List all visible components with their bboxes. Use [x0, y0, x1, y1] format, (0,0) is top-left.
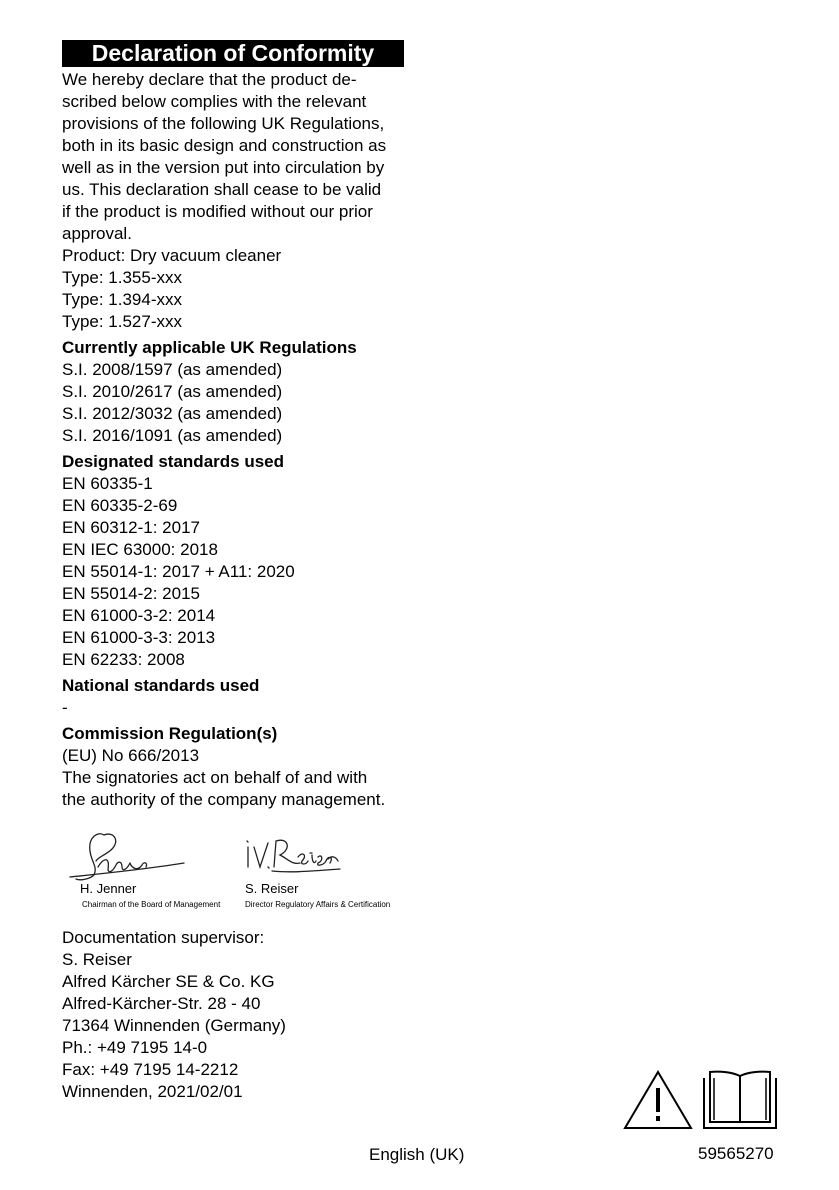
national-standards-heading: National standards used [62, 676, 260, 695]
type-line: Type: 1.394-xxx [62, 290, 183, 309]
intro-paragraph [62, 69, 404, 245]
regulation-item: S.I. 2010/2617 (as amended) [62, 382, 283, 401]
regulation-item: S.I. 2008/1597 (as amended) [62, 360, 283, 379]
intro-line: well as in the version put into circulation by [62, 158, 385, 177]
signatory-name: S. Reiser [245, 881, 299, 896]
page-title: Declaration of Conformity [62, 40, 404, 67]
intro-line: We hereby declare that the product de- [62, 70, 357, 89]
supervisor-line: Documentation supervisor: [62, 928, 265, 947]
document-number: 59565270 [698, 1144, 774, 1163]
standard-item: EN 61000-3-2: 2014 [62, 606, 216, 625]
signature-block [62, 811, 404, 927]
manual-book-icon [702, 1068, 778, 1130]
type-line: Type: 1.527-xxx [62, 312, 183, 331]
commission-regulation-heading: Commission Regulation(s) [62, 724, 278, 743]
supervisor-line: 71364 Winnenden (Germany) [62, 1016, 286, 1035]
intro-line: us. This declaration shall cease to be valid [62, 180, 382, 199]
product-line: Product: Dry vacuum cleaner [62, 246, 282, 265]
standard-item: EN 60335-2-69 [62, 496, 178, 515]
supervisor-line: S. Reiser [62, 950, 132, 969]
supervisor-line: Ph.: +49 7195 14-0 [62, 1038, 208, 1057]
jenner-signature [68, 827, 188, 889]
signatory-name: H. Jenner [80, 881, 137, 896]
supervisor-line: Alfred Kärcher SE & Co. KG [62, 972, 275, 991]
intro-line: both in its basic design and construction as [62, 136, 387, 155]
declaration-column [62, 40, 404, 1103]
language-label: English (UK) [369, 1145, 465, 1164]
regulation-item: S.I. 2016/1091 (as amended) [62, 426, 283, 445]
standard-item: EN 55014-2: 2015 [62, 584, 200, 603]
standard-item: EN 60312-1: 2017 [62, 518, 200, 537]
intro-line: scribed below complies with the relevant [62, 92, 367, 111]
regulations-heading: Currently applicable UK Regulations [62, 338, 357, 357]
designated-standards-heading: Designated standards used [62, 452, 285, 471]
signatory-role: Chairman of the Board of Management [82, 900, 221, 909]
type-line: Type: 1.355-xxx [62, 268, 183, 287]
standard-item: EN 61000-3-3: 2013 [62, 628, 216, 647]
intro-line: if the product is modified without our prior [62, 202, 373, 221]
intro-line: approval. [62, 224, 132, 243]
commission-line: The signatories act on behalf of and with [62, 768, 368, 787]
national-standards-value: - [62, 698, 68, 717]
supervisor-block [62, 927, 404, 1103]
standard-item: EN 60335-1 [62, 474, 153, 493]
supervisor-line: Winnenden, 2021/02/01 [62, 1082, 243, 1101]
commission-line: (EU) No 666/2013 [62, 746, 200, 765]
standard-item: EN 62233: 2008 [62, 650, 185, 669]
commission-line: the authority of the company management. [62, 790, 386, 809]
standard-item: EN 55014-1: 2017 + A11: 2020 [62, 562, 295, 581]
warning-triangle-icon [623, 1070, 693, 1130]
regulation-item: S.I. 2012/3032 (as amended) [62, 404, 283, 423]
signatory-role: Director Regulatory Affairs & Certification [245, 900, 391, 909]
supervisor-line: Fax: +49 7195 14-2212 [62, 1060, 239, 1079]
reiser-signature [242, 833, 342, 883]
supervisor-line: Alfred-Kärcher-Str. 28 - 40 [62, 994, 261, 1013]
intro-line: provisions of the following UK Regulations, [62, 114, 385, 133]
standard-item: EN IEC 63000: 2018 [62, 540, 218, 559]
